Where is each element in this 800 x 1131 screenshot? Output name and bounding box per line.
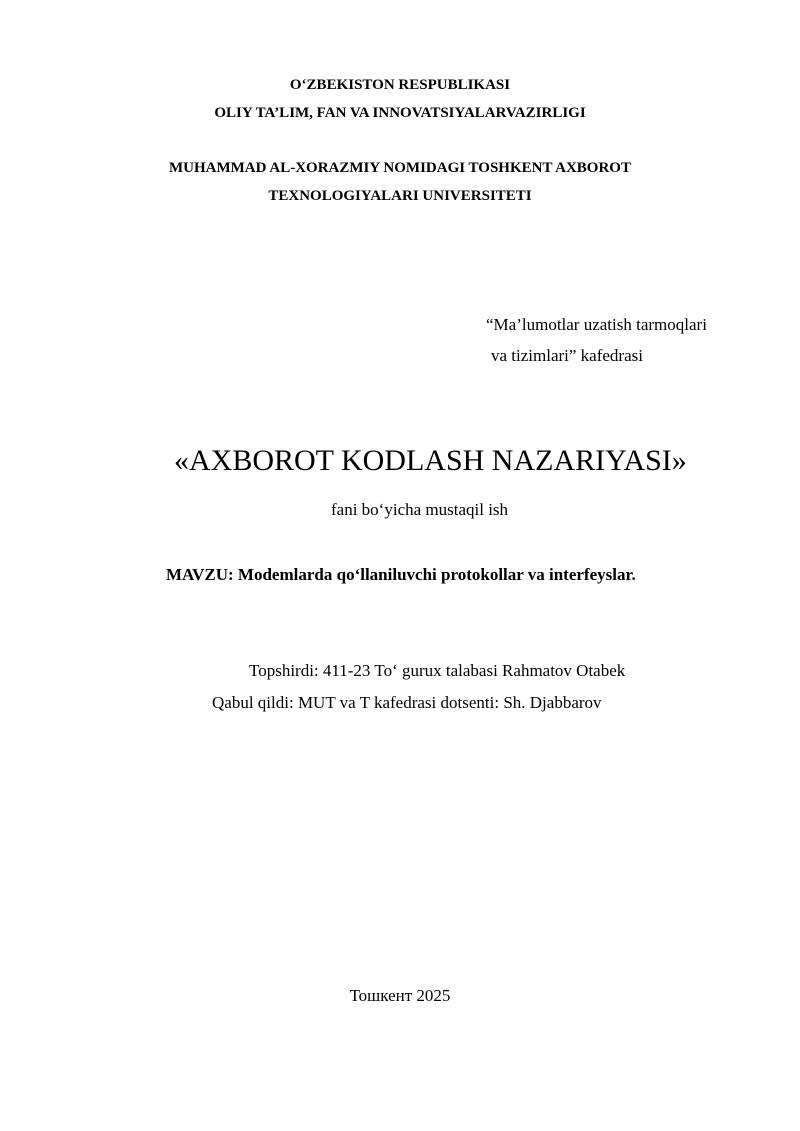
city-year: Тошкент 2025 [349,986,451,1005]
department-line-2: va tizimlari” kafedrasi [491,346,643,365]
ministry-line-2: OLIY TA’LIM, FAN VA INNOVATSIYALARVAZIRLIGI [214,105,586,121]
subject-subtitle: fani bo‘yicha mustaqil ish [331,500,509,519]
department-line-1: “Ma’lumotlar uzatish tarmoqlari [486,315,707,334]
submitted-by: Topshirdi: 411-23 To‘ gurux talabasi Rahmatov Otabek [249,661,626,680]
university-line-1: MUHAMMAD AL-XORAZMIY NOMIDAGI TOSHKENT AXBOROT [169,160,631,176]
ministry-line-1: O‘ZBEKISTON RESPUBLIKASI [289,77,511,93]
accepted-by: Qabul qildi: MUT va T kafedrasi dotsenti: Sh. Djabbarov [212,693,602,712]
subject-title: «AXBOROT KODLASH NAZARIYASI» [174,444,687,477]
university-line-2: TEXNOLOGIYALARI UNIVERSITETI [268,188,532,204]
topic-heading: MAVZU: Modemlarda qo‘llaniluvchi protokollar va interfeyslar. [166,565,636,584]
